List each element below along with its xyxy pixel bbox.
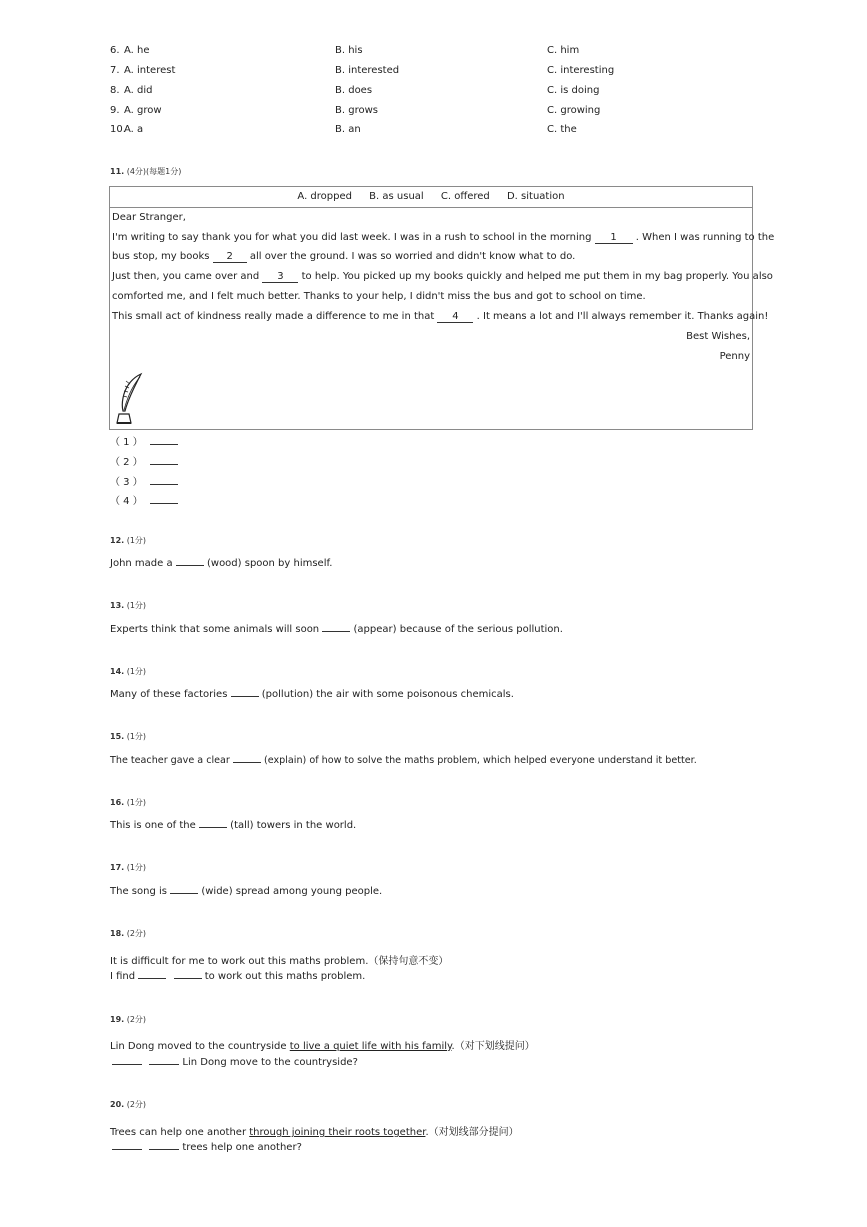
- answer-line-3: [110, 473, 178, 488]
- question-header-20: [110, 1099, 146, 1110]
- question-text: (wood) spoon by himself.: [206, 558, 333, 569]
- question-score: (1分): [126, 601, 147, 610]
- question-number: 17.: [110, 863, 125, 872]
- question-text: (wide) spread among young people.: [201, 886, 383, 897]
- question-header-12: [110, 535, 146, 546]
- cloze-passage-box: [109, 186, 775, 430]
- question-score: (1分): [126, 863, 147, 872]
- answer-blank[interactable]: [150, 484, 178, 485]
- passage-line-4: comforted me, and I felt much better. Thanks to your help, I didn't miss the bus and got to school on time.: [112, 291, 646, 302]
- answer-blank[interactable]: [231, 696, 259, 697]
- question-text: This is one of the: [110, 820, 196, 831]
- option-c: C. interesting: [547, 65, 615, 76]
- question-number: 6.: [110, 45, 120, 56]
- question-header-17: [110, 862, 146, 873]
- question-text: (explain) of how to solve the maths problem, which helped everyone understand it better.: [264, 755, 697, 766]
- question-text-20: [110, 1123, 519, 1138]
- question-text-18: It is difficult for me to work out this maths problem.（保持句意不变）: [110, 956, 449, 967]
- answer-blank[interactable]: [322, 631, 350, 632]
- question-text-12: [110, 558, 332, 569]
- question-number: 11.: [110, 167, 125, 176]
- question-text-15: [110, 755, 697, 766]
- answer-blank[interactable]: [149, 1149, 179, 1150]
- option-row-8: [110, 85, 810, 99]
- option-b: B. interested: [335, 65, 400, 76]
- answer-blank[interactable]: [233, 762, 261, 763]
- blank-1[interactable]: 1: [595, 232, 633, 244]
- passage-line-2: [112, 251, 575, 263]
- answer-blank[interactable]: [112, 1149, 142, 1150]
- passage-text: I'm writing to say thank you for what you did last week. I was in a rush to school in the morning: [112, 232, 592, 243]
- question-header-11: [110, 166, 181, 177]
- question-header-16: [110, 797, 146, 808]
- question-number: 13.: [110, 601, 125, 610]
- answer-line-4: [110, 492, 178, 507]
- question-score: (4分)(每题1分): [126, 167, 182, 176]
- option-c: C. him: [547, 45, 580, 56]
- word-bank-item: A. dropped: [297, 191, 352, 202]
- option-c: C. is doing: [547, 85, 600, 96]
- question-header-18: [110, 928, 146, 939]
- question-rewrite-19: [112, 1057, 358, 1068]
- question-score: (2分): [126, 929, 147, 938]
- question-text-17: [110, 886, 382, 897]
- quill-pen-icon: [114, 371, 144, 427]
- question-text-14: [110, 689, 514, 700]
- question-number: 8.: [110, 85, 120, 96]
- blank-3[interactable]: 3: [262, 271, 298, 283]
- underlined-phrase: to live a quiet life with his family: [289, 1041, 452, 1052]
- option-c: C. the: [547, 124, 577, 135]
- option-row-10: [110, 124, 810, 138]
- question-score: (2分): [126, 1015, 147, 1024]
- question-rewrite-18: [110, 971, 365, 982]
- passage-text: all over the ground. I was so worried and didn't know what to do.: [249, 251, 576, 262]
- option-b: B. grows: [335, 105, 378, 116]
- question-number: 18.: [110, 929, 125, 938]
- letter-closing: Best Wishes,: [686, 331, 750, 342]
- passage-line-5: [112, 311, 768, 323]
- answer-blank[interactable]: [149, 1064, 179, 1065]
- question-number: 7.: [110, 65, 120, 76]
- question-text: Lin Dong move to the countryside?: [182, 1057, 358, 1068]
- question-text: (appear) because of the serious pollution.: [353, 624, 563, 635]
- question-score: (1分): [126, 667, 147, 676]
- question-text: (pollution) the air with some poisonous chemicals.: [261, 689, 514, 700]
- question-text: John made a: [110, 558, 173, 569]
- passage-text: Just then, you came over and: [112, 271, 260, 282]
- option-a: A. grow: [124, 105, 162, 116]
- question-number: 9.: [110, 105, 120, 116]
- answer-blank[interactable]: [150, 464, 178, 465]
- option-row-7: [110, 65, 810, 79]
- question-score: (1分): [126, 798, 147, 807]
- blank-4[interactable]: 4: [437, 311, 473, 323]
- question-text: Trees can help one another: [110, 1127, 247, 1138]
- question-header-14: [110, 666, 146, 677]
- option-a: A. did: [124, 85, 153, 96]
- question-text: (tall) towers in the world.: [230, 820, 357, 831]
- passage-text: . It means a lot and I'll always remember it. Thanks again!: [476, 311, 769, 322]
- question-number: 14.: [110, 667, 125, 676]
- option-c: C. growing: [547, 105, 601, 116]
- word-bank-item: C. offered: [440, 191, 490, 202]
- answer-blank[interactable]: [199, 827, 227, 828]
- question-rewrite-20: [112, 1142, 302, 1153]
- letter-greeting: Dear Stranger,: [112, 212, 186, 223]
- answer-blank[interactable]: [150, 503, 178, 504]
- letter-signature: Penny: [719, 351, 750, 362]
- question-number: 19.: [110, 1015, 125, 1024]
- question-text-16: [110, 820, 356, 831]
- answer-blank[interactable]: [170, 893, 198, 894]
- word-bank-item: B. as usual: [369, 191, 424, 202]
- question-header-13: [110, 600, 146, 611]
- answer-line-2: [110, 453, 178, 468]
- question-text-13: [110, 624, 563, 635]
- passage-text: to help. You picked up my books quickly and helped me put them in my bag properly. You also: [301, 271, 773, 282]
- question-header-15: [110, 731, 146, 742]
- answer-blank[interactable]: [174, 978, 202, 979]
- answer-label: （ 1 ）: [110, 437, 143, 448]
- question-text: .（对下划线提问）: [451, 1041, 535, 1052]
- question-text: The teacher gave a clear: [110, 755, 230, 766]
- question-text: to work out this maths problem.: [204, 971, 366, 982]
- question-score: (1分): [126, 732, 147, 741]
- answer-blank[interactable]: [176, 565, 204, 566]
- underlined-phrase: through joining their roots together: [249, 1127, 426, 1138]
- question-header-19: [110, 1014, 146, 1025]
- option-b: B. an: [335, 124, 361, 135]
- answer-line-1: [110, 433, 178, 448]
- option-row-6: [110, 45, 810, 59]
- option-a: A. interest: [124, 65, 176, 76]
- answer-blank[interactable]: [112, 1064, 142, 1065]
- answer-label: （ 2 ）: [110, 457, 143, 468]
- option-b: B. his: [335, 45, 363, 56]
- question-number: 15.: [110, 732, 125, 741]
- word-bank: [110, 187, 752, 208]
- question-number: 12.: [110, 536, 125, 545]
- answer-label: （ 4 ）: [110, 496, 143, 507]
- passage-line-1: [112, 232, 774, 244]
- blank-2[interactable]: 2: [213, 251, 247, 263]
- question-text: Experts think that some animals will soon: [110, 624, 320, 635]
- question-text: I find: [110, 971, 136, 982]
- option-a: A. a: [124, 124, 144, 135]
- answer-blank[interactable]: [138, 978, 166, 979]
- question-text: Many of these factories: [110, 689, 228, 700]
- question-text: Lin Dong moved to the countryside: [110, 1041, 287, 1052]
- passage-text: This small act of kindness really made a difference to me in that: [112, 311, 435, 322]
- question-number: 20.: [110, 1100, 125, 1109]
- passage-text: bus stop, my books: [112, 251, 210, 262]
- word-bank-item: D. situation: [506, 191, 565, 202]
- question-score: (2分): [126, 1100, 147, 1109]
- question-text: The song is: [110, 886, 167, 897]
- answer-blank[interactable]: [150, 444, 178, 445]
- question-text: trees help one another?: [182, 1142, 302, 1153]
- option-a: A. he: [124, 45, 150, 56]
- option-b: B. does: [335, 85, 373, 96]
- passage-text: . When I was running to the: [635, 232, 775, 243]
- question-number: 16.: [110, 798, 125, 807]
- option-row-9: [110, 105, 810, 119]
- question-text-19: [110, 1037, 535, 1052]
- question-text: .（对划线部分提问）: [425, 1127, 519, 1138]
- question-number: 10.: [110, 124, 126, 135]
- question-score: (1分): [126, 536, 147, 545]
- passage-line-3: [112, 271, 773, 283]
- answer-label: （ 3 ）: [110, 477, 143, 488]
